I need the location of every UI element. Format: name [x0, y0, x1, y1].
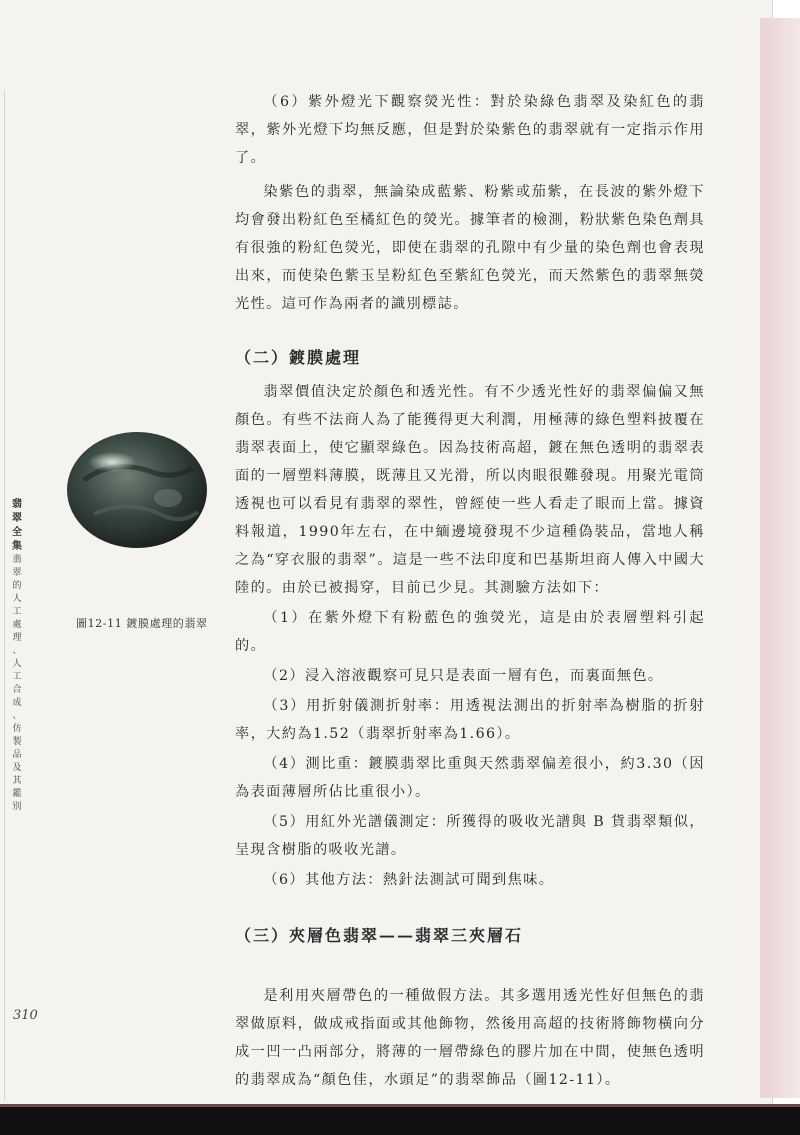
test-item-4: （4）測比重：鍍膜翡翠比重與天然翡翠偏差很小，約3.30（因為表面薄層所佔比重很小）。	[235, 756, 705, 800]
coated-jadeite-photo	[64, 428, 210, 550]
page-number: 310	[13, 1008, 38, 1023]
test-item-5: （5）用紅外光譜儀測定：所獲得的吸收光譜與 B 貨翡翠類似，呈現含樹脂的吸收光譜。	[235, 814, 705, 858]
paragraph-layered-method: 是利用夾層帶色的一種做假方法。其多選用透光性好但無色的翡翠做原料，做成戒指面或其他飾物，然後用高超的技術將飾物橫向分成一凹一凸兩部分，將薄的一層帶綠色的膠片加在中間，使無色透明的翡翠成為“顏色佳，水頭足”的翡翠飾品（圖12-11）。	[235, 988, 705, 1088]
spine-fold-line	[4, 90, 5, 1100]
page-edge-shadow	[760, 18, 800, 1098]
side-running-title: 翡 翠 全 集	[12, 499, 22, 552]
scan-bottom-edge	[0, 1104, 800, 1135]
test-item-1: （1）在紫外燈下有粉藍色的強熒光，這是由於表層塑料引起的。	[235, 610, 705, 654]
figure-caption: 圖12-11 鍍膜處理的翡翠	[76, 617, 208, 630]
test-item-6: （6）其他方法：熱針法測試可聞到焦味。	[263, 872, 555, 888]
side-chapter-title: 翡 翠 的 人 工 處 理 、 人 工 合 成 、 仿 製 品 及 其 鑑 別	[12, 555, 22, 812]
paragraph-uv-test: （6）紫外燈光下觀察熒光性：對於染綠色翡翠及染紅色的翡翠，紫外光燈下均無反應，但是對於染紫色的翡翠就有一定指示作用了。	[235, 94, 705, 166]
paragraph-purple-fluorescence: 染紫色的翡翠，無論染成藍紫、粉紫或茄紫，在長波的紫外燈下均會發出粉紅色至橘紅色的熒光。據筆者的檢測，粉狀紫色染色劑具有很強的粉紅色熒光，即使在翡翠的孔隙中有少量的染色劑也會表現出來，而使染色紫玉呈粉紅色至紫紅色熒光，而天然紫色的翡翠無熒光性。這可作為兩者的識別標誌。	[235, 184, 705, 312]
heading-layered-jadeite: （三）夾層色翡翠——翡翠三夾層石	[235, 926, 524, 945]
paragraph-coating-intro: 翡翠價值決定於顏色和透光性。有不少透光性好的翡翠偏偏又無顏色。有些不法商人為了能獲得更大利潤，用極薄的綠色塑料披覆在翡翠表面上，使它顯翠綠色。因為技術高超，鍍在無色透明的翡翠表面的一層塑料薄膜，既薄且又光滑，所以肉眼很難發現。用聚光電筒透視也可以看見有翡翠的翠性，曾經使一些人看走了眼而上當。據資料報道，1990年左右，在中緬邊境發現不少這種偽裝品，當地人稱之為“穿衣服的翡翠”。這是一些不法印度和巴基斯坦商人傳入中國大陸的。由於已被揭穿，目前已少見。其測驗方法如下：	[235, 384, 705, 596]
main-text-column	[235, 86, 705, 1094]
heading-coating-treatment: （二）鍍膜處理	[235, 348, 362, 367]
test-item-2: （2）浸入溶液觀察可見只是表面一層有色，而裏面無色。	[263, 668, 664, 684]
test-item-3: （3）用折射儀測折射率：用透視法測出的折射率為樹脂的折射率，大約為1.52（翡翠折射率為1.66）。	[235, 698, 705, 742]
